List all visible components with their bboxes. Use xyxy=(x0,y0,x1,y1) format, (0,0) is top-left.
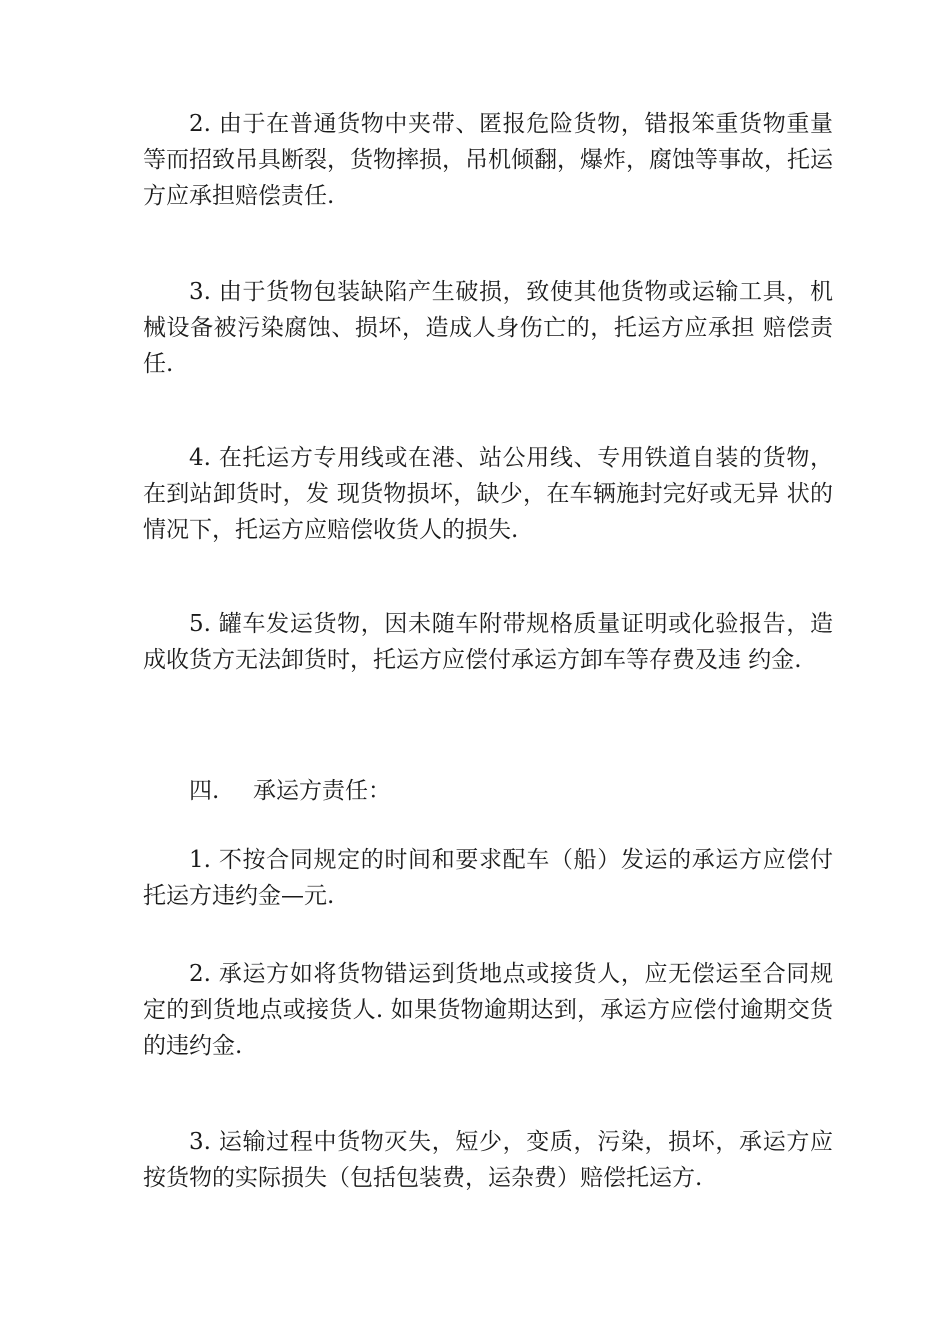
paragraph-carrier-liability-2: 2. 承运方如将货物错运到货地点或接货人，应无偿运至合同规定的到货地点或接货人. 如果货物逾期达到，承运方应偿付逾期交货的违约金. xyxy=(143,961,833,1059)
paragraph-shipper-liability-5: 5. 罐车发运货物，因未随车附带规格质量证明或化验报告，造成收货方无法卸货时，托运方应偿付承运方卸车等存费及违 约金. xyxy=(143,611,833,673)
paragraph-shipper-liability-3: 3. 由于货物包装缺陷产生破损，致使其他货物或运输工具，机械设备被污染腐蚀、损坏，造成人身伤亡的，托运方应承担 赔偿责任. xyxy=(143,279,833,377)
paragraph-carrier-liability-1: 1. 不按合同规定的时间和要求配车（船）发运的承运方应偿付托运方违约金—元. xyxy=(143,847,833,909)
section-heading xyxy=(189,773,391,809)
paragraph-carrier-liability-3: 3. 运输过程中货物灭失，短少，变质，污染，损坏，承运方应按货物的实际损失（包括包装费，运杂费）赔偿托运方. xyxy=(143,1129,833,1191)
paragraph-shipper-liability-2: 2. 由于在普通货物中夹带、匿报危险货物，错报笨重货物重量等而招致吊具断裂，货物摔损，吊机倾翻，爆炸，腐蚀等事故，托运方应承担赔偿责任. xyxy=(143,111,833,209)
section-title: 承运方责任： xyxy=(253,778,391,804)
paragraph-shipper-liability-4: 4. 在托运方专用线或在港、站公用线、专用铁道自装的货物， 在到站卸货时，发 现货物损坏，缺少，在车辆施封完好或无异 状的情况下，托运方应赔偿收货人的损失. xyxy=(143,445,833,543)
section-number: 四. xyxy=(189,778,220,804)
